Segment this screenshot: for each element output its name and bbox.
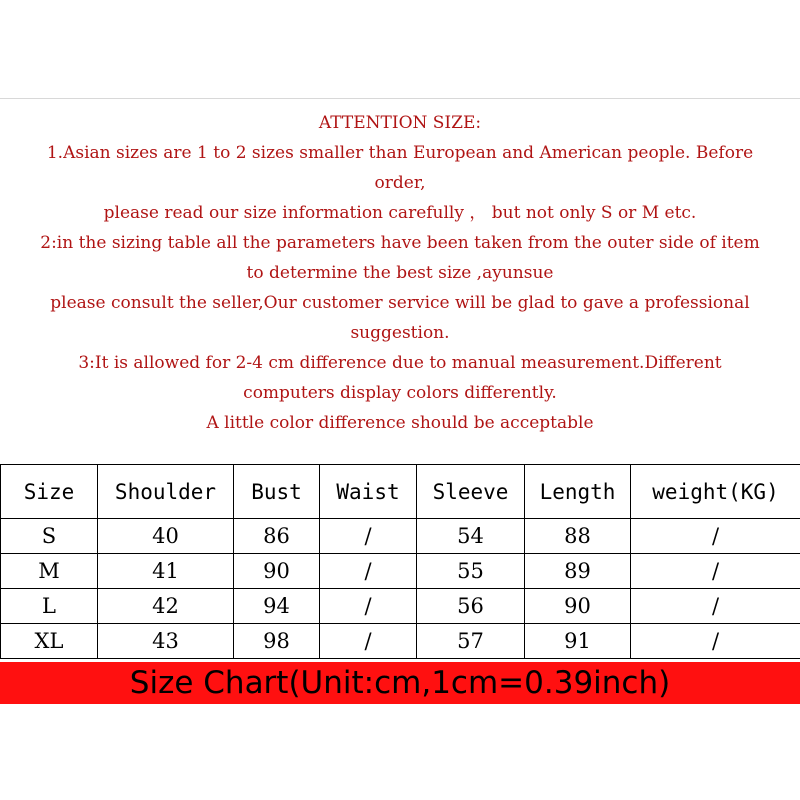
- notice-line: computers display colors differently.: [243, 383, 557, 403]
- table-cell: 43: [98, 624, 234, 659]
- notice-line: suggestion.: [350, 323, 450, 343]
- table-cell: 41: [98, 554, 234, 589]
- table-row: [1, 624, 800, 659]
- table-cell: /: [320, 519, 417, 554]
- notice-line: 3:It is allowed for 2-4 cm difference due to manual measurement.Different: [78, 353, 722, 373]
- table-cell: 98: [234, 624, 320, 659]
- table-cell: 90: [525, 589, 631, 624]
- table-row: [1, 554, 800, 589]
- notice-line: 1.Asian sizes are 1 to 2 sizes smaller than European and American people. Before: [46, 143, 754, 163]
- notice-heading: ATTENTION SIZE:: [318, 113, 482, 133]
- table-cell: 40: [98, 519, 234, 554]
- table-cell: 56: [417, 589, 525, 624]
- table-cell: /: [320, 589, 417, 624]
- table-cell: /: [631, 589, 800, 624]
- column-header-sleeve: Sleeve: [417, 465, 525, 519]
- table-cell: /: [320, 624, 417, 659]
- column-header-length: Length: [525, 465, 631, 519]
- column-header-bust: Bust: [234, 465, 320, 519]
- column-header-shoulder: Shoulder: [98, 465, 234, 519]
- column-header-waist: Waist: [320, 465, 417, 519]
- table-row: [1, 519, 800, 554]
- table-cell: M: [1, 554, 98, 589]
- table-cell: 42: [98, 589, 234, 624]
- table-row: [1, 589, 800, 624]
- table-cell: /: [631, 554, 800, 589]
- table-cell: /: [631, 519, 800, 554]
- table-cell: 54: [417, 519, 525, 554]
- notice-line: to determine the best size ,ayunsue: [246, 263, 554, 283]
- table-cell: 88: [525, 519, 631, 554]
- table-cell: /: [631, 624, 800, 659]
- size-table-container: [0, 464, 800, 659]
- table-header-row: [1, 465, 800, 519]
- table-cell: 90: [234, 554, 320, 589]
- table-cell: 86: [234, 519, 320, 554]
- table-cell: XL: [1, 624, 98, 659]
- notice-line: A little color difference should be acceptable: [206, 413, 594, 433]
- column-header-size: Size: [1, 465, 98, 519]
- table-cell: /: [320, 554, 417, 589]
- notice-line: please read our size information carefully ， but not only S or M etc.: [103, 203, 697, 223]
- table-cell: 55: [417, 554, 525, 589]
- top-divider: [0, 98, 800, 99]
- table-cell: 94: [234, 589, 320, 624]
- size-table: [0, 464, 800, 659]
- table-cell: 57: [417, 624, 525, 659]
- table-cell: 89: [525, 554, 631, 589]
- notice-line: 2:in the sizing table all the parameters have been taken from the outer side of item: [40, 233, 760, 253]
- notice-line: please consult the seller,Our customer service will be glad to gave a professional: [50, 293, 750, 313]
- column-header-weight: weight(KG): [631, 465, 800, 519]
- table-cell: 91: [525, 624, 631, 659]
- notice-line: order,: [374, 173, 426, 193]
- size-chart-banner: Size Chart(Unit:cm,1cm=0.39inch): [0, 662, 800, 704]
- size-notice: [0, 108, 800, 438]
- table-cell: L: [1, 589, 98, 624]
- table-cell: S: [1, 519, 98, 554]
